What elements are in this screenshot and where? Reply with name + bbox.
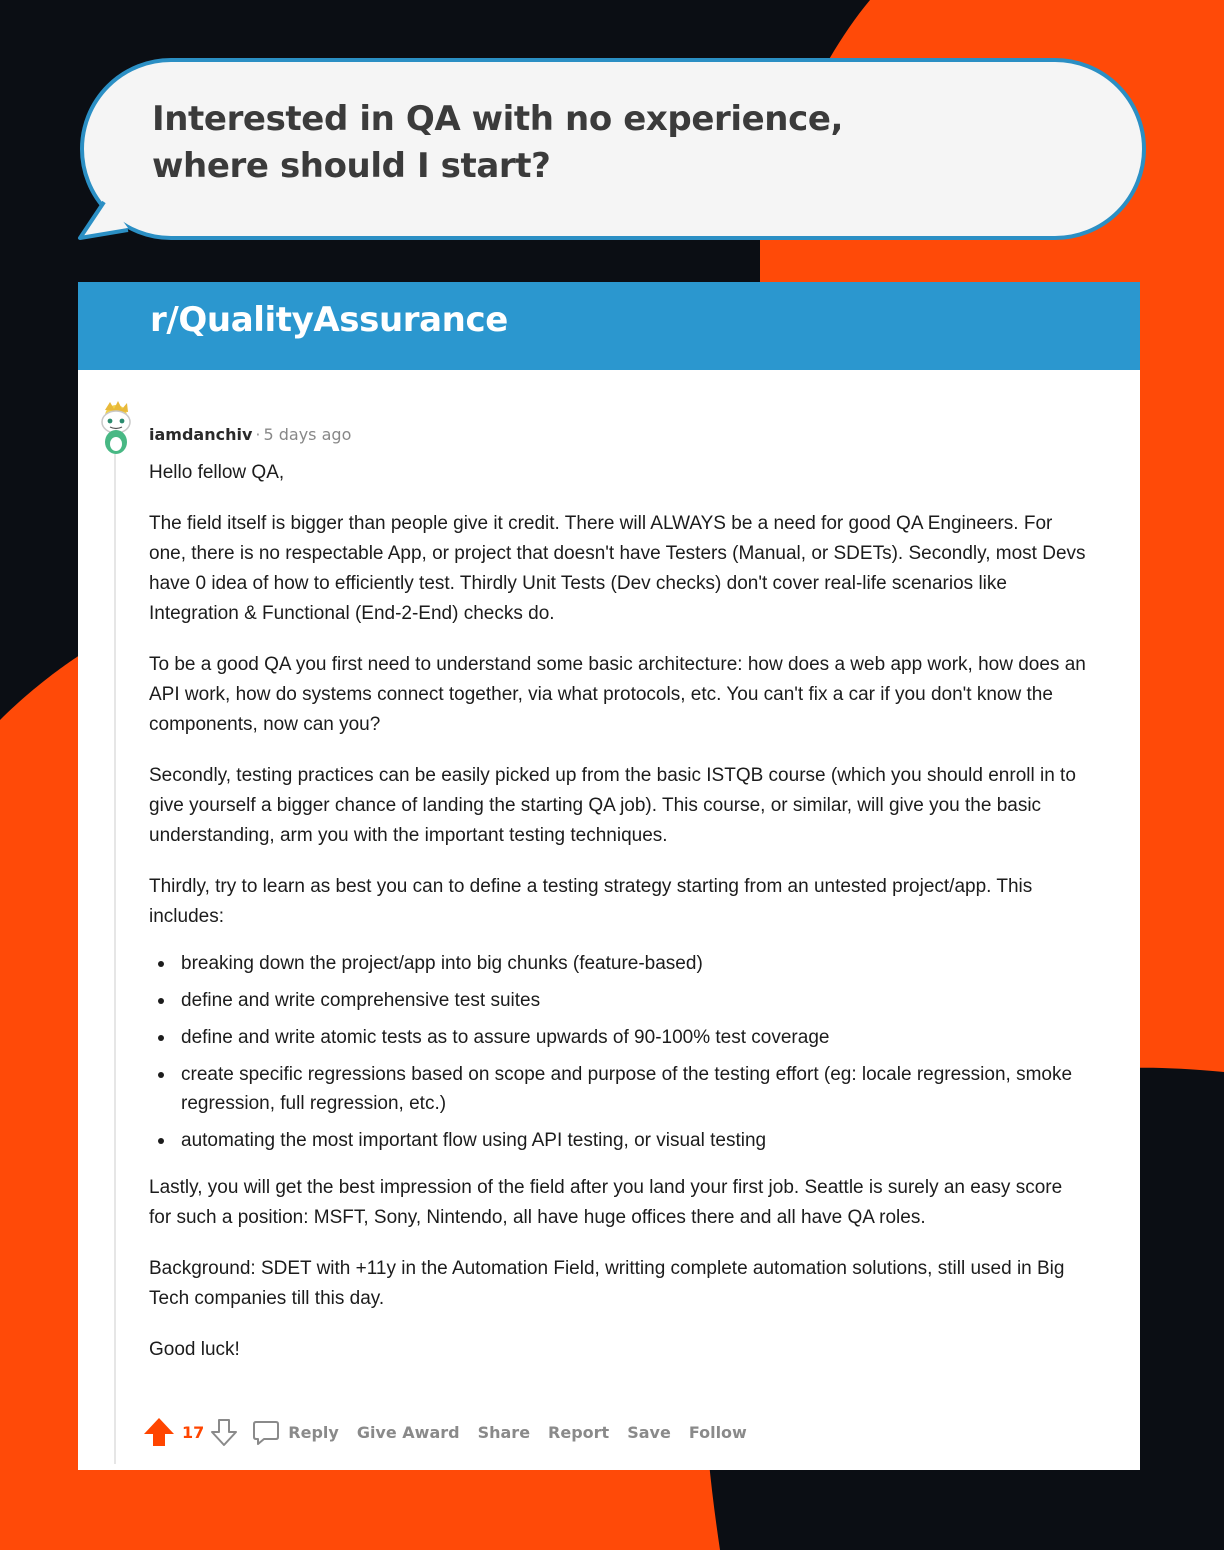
give-award-button[interactable]: Give Award	[356, 1422, 460, 1442]
comment-author[interactable]: iamdanchiv	[149, 425, 253, 444]
comment-body	[149, 458, 1089, 1386]
vote-count: 17	[182, 1422, 205, 1442]
bubble-tail	[76, 198, 136, 244]
card-header	[78, 282, 1140, 370]
comment-closing: Good luck!	[149, 1339, 240, 1360]
meta-separator: ·	[255, 425, 261, 444]
follow-button[interactable]: Follow	[688, 1422, 747, 1442]
upvote-arrow-icon[interactable]	[142, 1415, 176, 1449]
snoo-avatar-icon[interactable]	[94, 400, 138, 456]
comment-greeting: Hello fellow QA,	[149, 462, 285, 483]
save-button[interactable]: Save	[627, 1422, 671, 1442]
share-button[interactable]: Share	[477, 1422, 531, 1442]
list-item: define and write atomic tests as to assure upwards of 90-100% test coverage	[149, 1023, 1089, 1052]
list-item: automating the most important flow using API testing, or visual testing	[149, 1126, 1089, 1155]
comment-paragraph: The field itself is bigger than people give it credit. There will ALWAYS be a need for good QA Engineers. For one, there is no respectable App, or project that doesn't have Testers (Manual, or SDETs). Secondly, most Devs have 0 idea of how to efficiently test. Thirdly Unit Tests (Dev checks) don't cover real-life scenarios like Integration & Functional (End-2-End) checks do.	[149, 513, 1086, 624]
list-item: breaking down the project/app into big chunks (feature-based)	[149, 949, 1089, 978]
comment-actions	[142, 1414, 765, 1450]
thread-line[interactable]	[114, 454, 116, 1464]
comment-meta	[149, 425, 351, 444]
comment-time[interactable]: 5 days ago	[263, 425, 352, 444]
comment-paragraph: To be a good QA you first need to understand some basic architecture: how does a web app work, how does an API work, how do systems connect together, via what protocols, etc. You can't fix a car if you don't know the components, now can you?	[149, 654, 1086, 735]
report-button[interactable]: Report	[548, 1422, 610, 1442]
downvote-arrow-icon[interactable]	[210, 1417, 238, 1447]
list-item: define and write comprehensive test suites	[149, 986, 1089, 1015]
question-title: Interested in QA with no experience, where should I start?	[152, 99, 844, 186]
reply-button[interactable]	[252, 1418, 339, 1446]
reddit-comment-card	[78, 282, 1140, 1470]
comment-bullet-list	[149, 949, 1089, 1155]
comment-paragraph: Secondly, testing practices can be easily picked up from the basic ISTQB course (which you should enroll in to give yourself a bigger chance of landing the starting QA job). This course, or similar, will give you the basic understanding, arm you with the important testing techniques.	[149, 765, 1076, 846]
reply-label: Reply	[288, 1422, 339, 1442]
comment-paragraph: Thirdly, try to learn as best you can to define a testing strategy starting from an untested project/app. This includes:	[149, 876, 1033, 927]
comment-paragraph: Background: SDET with +11y in the Automation Field, writting complete automation solutions, still used in Big Tech companies till this day.	[149, 1258, 1065, 1309]
comment-paragraph: Lastly, you will get the best impression of the field after you land your first job. Seattle is surely an easy score for such a position: MSFT, Sony, Nintendo, all have huge offices there and all have QA roles.	[149, 1177, 1063, 1228]
list-item: create specific regressions based on scope and purpose of the testing effort (eg: locale regression, smoke regression, full regression, etc.)	[149, 1060, 1089, 1118]
subreddit-name[interactable]: r/QualityAssurance	[150, 300, 508, 340]
comment-bubble-icon	[252, 1418, 280, 1446]
